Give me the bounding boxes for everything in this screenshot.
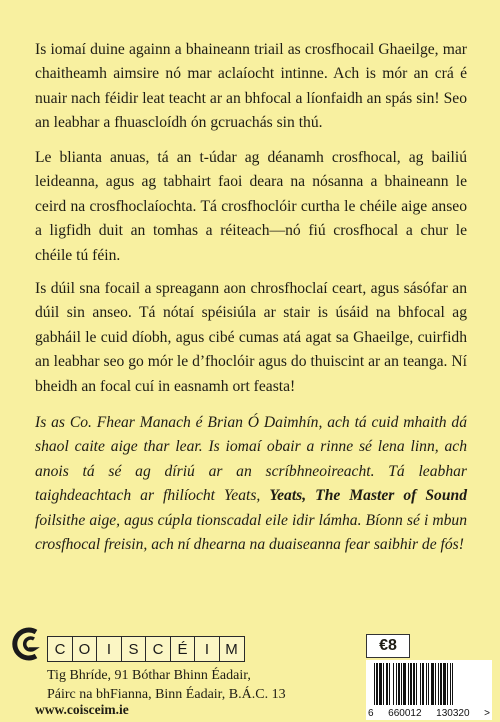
barcode-bar <box>416 663 417 705</box>
barcode-bar <box>376 663 378 705</box>
publisher-address <box>47 666 286 704</box>
barcode-bar <box>440 663 442 705</box>
wordmark-letter: S <box>121 636 147 662</box>
publisher-website-link[interactable]: www.coisceim.ie <box>35 702 129 717</box>
barcode-bar <box>379 663 382 705</box>
book-title: Yeats, The Master of Sound <box>269 487 468 505</box>
barcode-bar <box>422 663 424 705</box>
wordmark-letter: C <box>145 636 171 662</box>
wordmark-letter: I <box>194 636 220 662</box>
barcode-bar <box>410 663 412 705</box>
barcode-bar <box>398 663 400 705</box>
barcode-digit-group: > <box>484 708 490 719</box>
blurb-paragraph-2: Le blianta anuas, tá an t-údar ag déanamh crosfhocal, ag bailiú leideanna, agus ag tabhairt faoi deara na nósanna a bhaineann le ceird na crosfhoclaíochta. Tá crosfhoclóir curtha le chéile aige anseo a ligfidh duit an tomhas a réiteach—nó fiú crosfhocal a chur le chéile tú féin. <box>35 149 467 264</box>
wordmark-letter: I <box>96 636 122 662</box>
barcode-bar <box>396 663 397 705</box>
wordmark-letter: C <box>47 636 73 662</box>
author-bio-part1: Is as Co. Fhear Manach é Brian Ó Daimhín, ach tá cuid mhaith dá shaol caite aige thar lear. Is iomaí obair a rinne sé lena linn, ach anois tá sé ag díriú ar an scríbhneoireacht. Tá leabhar taighdeachtach ar fhilíocht Yeats, <box>35 414 467 505</box>
barcode-bar <box>386 663 388 705</box>
barcode-bar <box>413 663 415 705</box>
barcode-bar <box>389 663 390 705</box>
barcode-bar <box>431 663 434 705</box>
barcode-digit-group: 660012 <box>388 708 422 719</box>
barcode-bar <box>403 663 406 705</box>
barcode-bar <box>435 663 436 705</box>
price-label: €8 <box>366 634 410 658</box>
author-bio <box>35 411 467 557</box>
publisher-wordmark <box>47 636 243 662</box>
barcode-bar <box>393 663 394 705</box>
barcode-bar <box>428 663 429 705</box>
barcode-bar <box>452 663 453 705</box>
barcode-bar <box>420 663 421 705</box>
barcode-bar <box>438 663 439 705</box>
barcode-digit-group: 130320 <box>436 708 470 719</box>
barcode-bar <box>426 663 427 705</box>
barcode-bar <box>447 663 448 705</box>
barcode-bar <box>443 663 446 705</box>
address-line-2: Páirc na bhFianna, Binn Éadair, B.Á.C. 13 <box>47 687 286 702</box>
address-line-1: Tig Bhríde, 91 Bóthar Bhinn Éadair, <box>47 668 251 683</box>
blurb-paragraph-1: Is iomaí duine againn a bhaineann triail as crosfhocail Ghaeilge, mar chaitheamh aimsire nó mar aclaíocht intinne. Ach is mór an crá é nuair nach féidir leat teacht ar an bhfocal a líonfaidh an spás sin! Seo an leabhar a fhuascloídh ón gcruachás sin thú. <box>35 41 467 132</box>
barcode-bar <box>374 663 375 705</box>
wordmark-letter: O <box>72 636 98 662</box>
barcode-bar <box>408 663 409 705</box>
blurb-paragraph-3: Is dúil sna focail a spreagann aon chrosfhoclaí ceart, agus sásófar an dúil sin anseo. Tá nótaí spéisiúla ar stair is úsáid na bhfocal ag gabháil le cuid díobh, agus cibé cumas atá agat sa Ghaeilge, cuirfidh an leabhar seo go mór le d’fhoclóir agus do thuiscint ar an teanga. Ní bheidh an focal cuí in easnamh ort feasta! <box>35 280 467 395</box>
wordmark-letter: M <box>219 636 245 662</box>
author-bio-part2: foilsithe aige, agus cúpla tionscadal eile idir lámha. Bíonn sé i mbun crosfhocal freisin, ach ní dhearna na duaiseanna fear saibhir de fós! <box>35 511 467 554</box>
barcode-digit-group: 6 <box>368 708 374 719</box>
barcode-bar <box>401 663 402 705</box>
barcode-digits <box>366 707 492 720</box>
publisher-logo-icon <box>9 626 45 662</box>
barcode-bar <box>450 663 451 705</box>
barcode-bar <box>383 663 384 705</box>
wordmark-letter: É <box>170 636 196 662</box>
